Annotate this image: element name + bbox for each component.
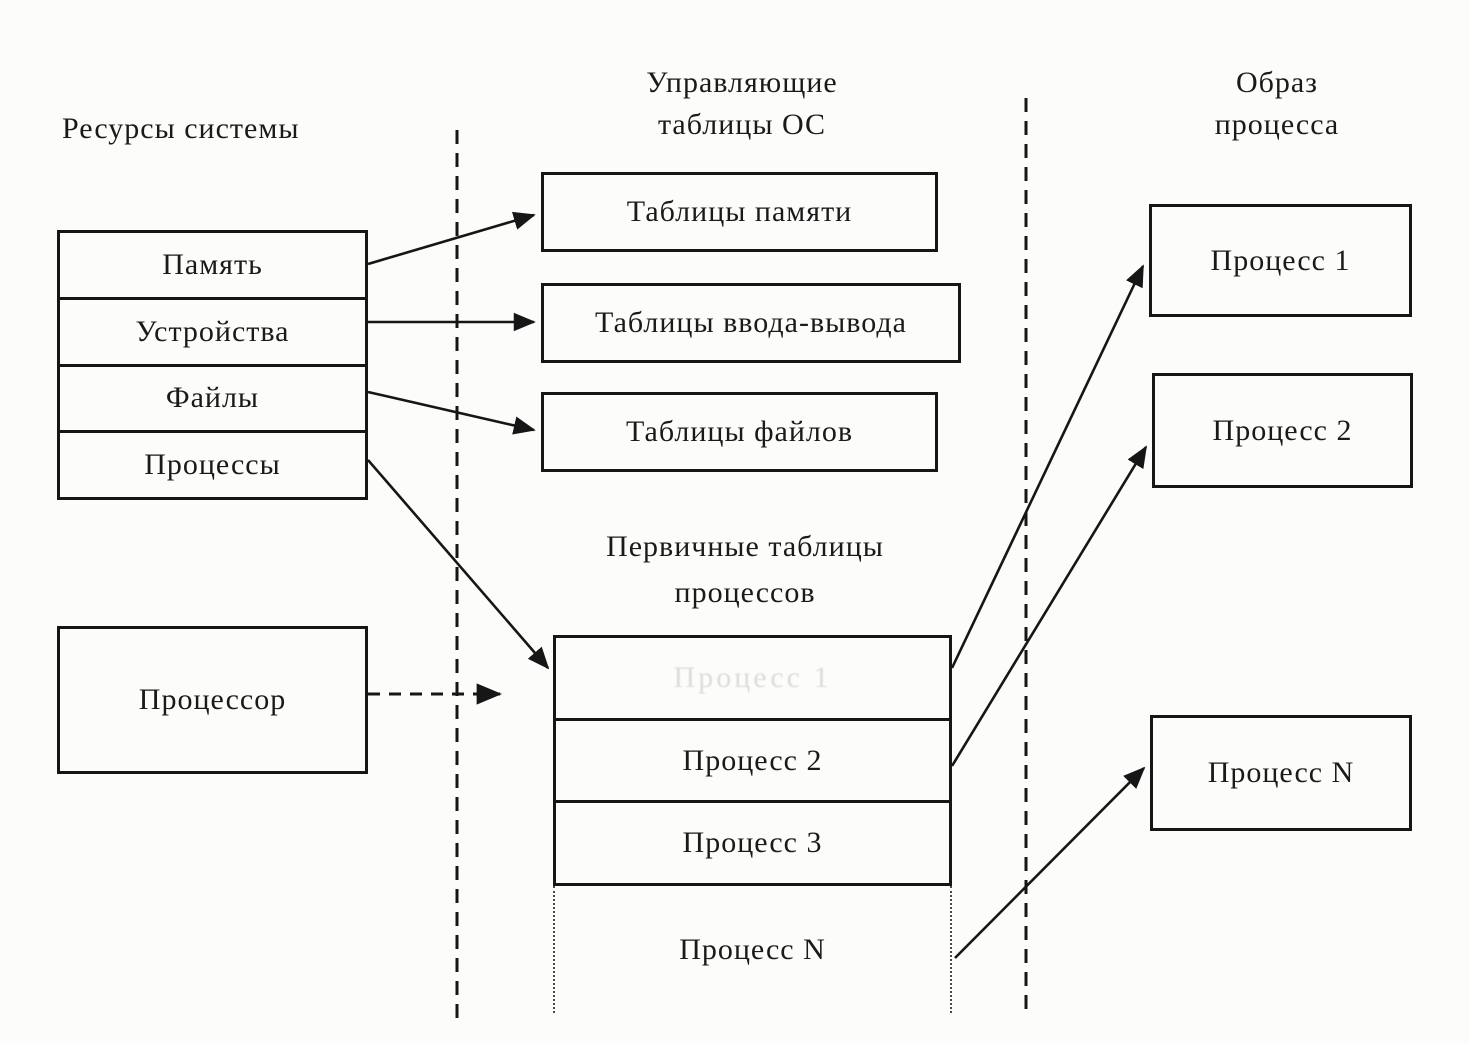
process-image-2-box xyxy=(1152,373,1413,488)
process-image-header-line1: Образ xyxy=(1235,66,1319,99)
process-image-1-box xyxy=(1149,204,1412,317)
process-table-row-n-label: Процесс N xyxy=(679,932,826,966)
arrow-table-to-process-2 xyxy=(952,447,1146,766)
process-table-row-2 xyxy=(556,718,949,801)
column-header-process-image xyxy=(1117,62,1437,146)
process-image-1-label: Процесс 1 xyxy=(1210,243,1351,277)
primary-tables-header-line2: процессов xyxy=(674,576,816,609)
process-table-open-row-n xyxy=(553,886,952,1013)
resource-label-devices: Устройства xyxy=(135,314,290,348)
resource-label-processes: Процессы xyxy=(144,448,281,482)
resource-label-memory: Память xyxy=(162,247,263,281)
process-table-row-1-label-faded: Процесс 1 xyxy=(673,660,832,694)
process-image-n-box xyxy=(1150,715,1412,831)
os-table-io-box xyxy=(541,283,961,363)
process-image-n-label: Процесс N xyxy=(1207,756,1355,789)
arrow-files-to-file-tables xyxy=(368,392,534,430)
arrow-table-to-process-n xyxy=(955,768,1144,958)
os-table-memory-label: Таблицы памяти xyxy=(626,195,853,228)
process-table-row-1 xyxy=(556,638,949,718)
arrow-table-to-process-1 xyxy=(952,266,1143,668)
processor-box xyxy=(57,626,368,774)
os-table-files-label: Таблицы файлов xyxy=(625,415,854,448)
resource-row-devices xyxy=(60,297,365,364)
resource-label-files: Файлы xyxy=(165,381,260,415)
resource-row-memory xyxy=(60,233,365,297)
process-table-row-2-label: Процесс 2 xyxy=(682,743,823,777)
primary-tables-header-line1: Первичные таблицы xyxy=(606,530,884,563)
resource-stack xyxy=(57,230,368,500)
column-header-system-resources: Ресурсы системы xyxy=(62,112,300,145)
process-image-header-line2: процесса xyxy=(1214,108,1340,141)
process-table-stack xyxy=(553,635,952,886)
arrow-memory-to-memory-tables xyxy=(368,215,534,264)
process-image-2-label: Процесс 2 xyxy=(1212,413,1353,447)
resource-row-processes xyxy=(60,430,365,497)
os-table-memory-box xyxy=(541,172,938,252)
column-header-os-tables xyxy=(542,62,942,146)
primary-process-tables-header xyxy=(545,524,945,616)
os-table-io-label: Таблицы ввода-вывода xyxy=(595,306,907,339)
resource-row-files xyxy=(60,364,365,431)
os-tables-header-line1: Управляющие xyxy=(646,66,838,99)
process-table-row-3 xyxy=(556,800,949,883)
os-tables-header-line2: таблицы ОС xyxy=(657,108,827,141)
process-table-row-3-label: Процесс 3 xyxy=(682,826,823,860)
arrow-processes-to-process-table xyxy=(368,460,548,668)
processor-label: Процессор xyxy=(138,683,287,716)
os-table-files-box xyxy=(541,392,938,472)
